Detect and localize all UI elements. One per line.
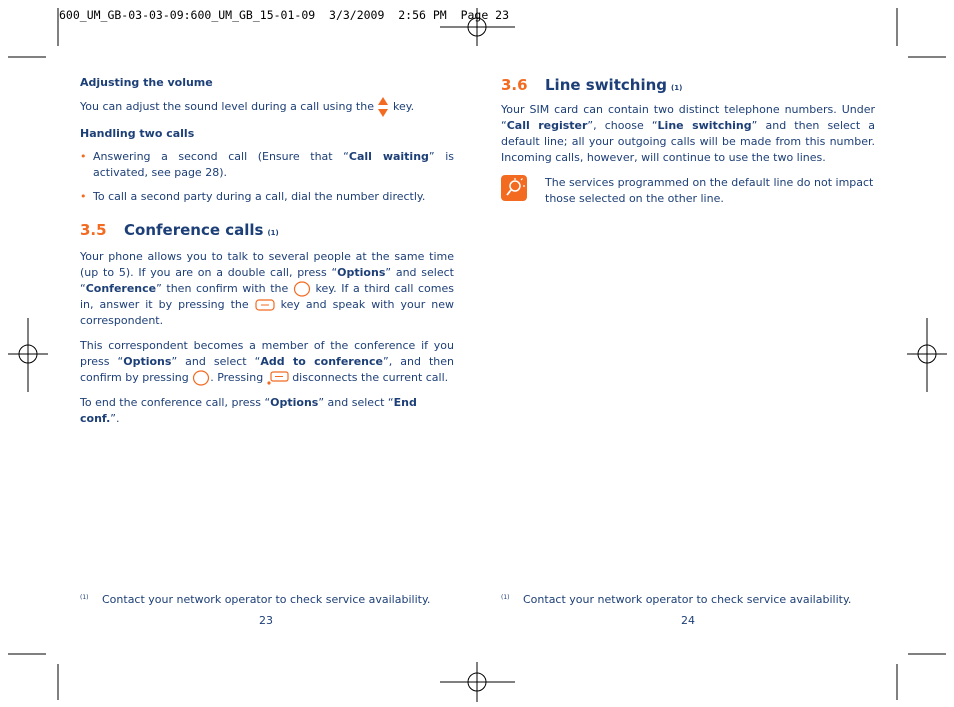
registration-mark-icon <box>440 662 515 702</box>
call-send-key-icon <box>255 299 275 311</box>
line-switching-paragraph: Your SIM card can contain two distinct telephone numbers. Under “Call register”, choose “Line switching” and then select a default line; all your outgoing calls will be made from this number. Incoming calls, however, will continue to use the two lines. <box>501 103 875 164</box>
left-footnote: (1) Contact your network operator to check service availability. <box>80 593 431 606</box>
section-title-conference-calls: 3.5 Conference calls $_{(1)}$ <box>80 221 279 239</box>
registration-mark-icon <box>440 8 515 46</box>
heading-handling-two-calls: Handling two calls <box>80 127 195 140</box>
right-footnote: (1) Contact your network operator to check service availability. <box>501 593 852 606</box>
registration-mark-icon <box>907 318 947 392</box>
left-page-column <box>80 76 454 427</box>
conference-paragraph-2: This correspondent becomes a member of the conference if you press “Options” and select “Add to conference”, and then confirm by pressing . Pressing disconnects the current call. <box>80 339 454 384</box>
section-title-line-switching: 3.6 Line switching $_{(1)}$ <box>501 76 683 94</box>
volume-updown-icon <box>377 96 389 118</box>
list-item: • To call a second party during a call, dial the number directly. <box>80 190 426 203</box>
adjust-volume-text: You can adjust the sound level during a call using the key. <box>80 96 454 118</box>
end-call-key-icon <box>267 371 289 385</box>
confirm-key-icon <box>192 370 210 386</box>
list-item: • Answering a second call (Ensure that “Call waiting” is activated, see page 28). <box>80 150 454 179</box>
page-number-right: 24 <box>681 614 695 627</box>
heading-adjust-volume: Adjusting the volume <box>80 76 213 89</box>
tip-note <box>501 175 875 207</box>
printer-slug: 600_UM_GB-03-03-09:600_UM_GB_15-01-09 3/3/2009 2:56 PM Page 23 <box>59 8 510 22</box>
page-number-left: 23 <box>259 614 273 627</box>
tip-text: The services programmed on the default line do not impact those selected on the other line. <box>545 176 874 205</box>
conference-paragraph-1: Your phone allows you to talk to several people at the same time (up to 5). If you are on a double call, press “Options” and select “Conference” then confirm with the key. If a third call comes in, answer it by pressing the key and speak with your new correspondent. <box>80 250 455 327</box>
bullet-icon: • <box>80 190 87 203</box>
bullet-icon: • <box>80 150 87 163</box>
conference-paragraph-3: To end the conference call, press “Options” and select “End conf.”. <box>80 396 417 425</box>
tip-lightbulb-icon <box>501 175 527 201</box>
registration-mark-icon <box>8 318 48 392</box>
right-page-column <box>501 76 875 207</box>
confirm-key-icon <box>293 281 311 297</box>
